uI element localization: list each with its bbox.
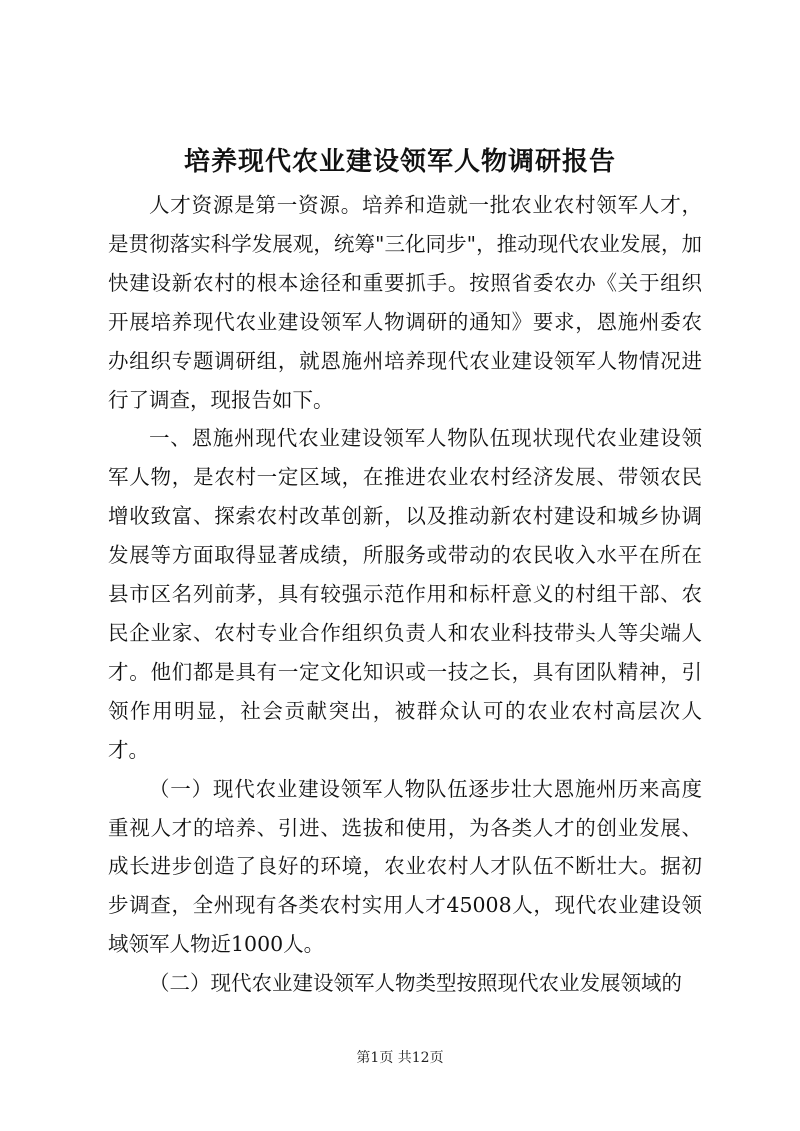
- document-body: [108, 186, 702, 1003]
- page-number-footer: 第1页 共12页: [356, 1050, 444, 1066]
- paragraph-section-one: 一、恩施州现代农业建设领军人物队伍现状现代农业建设领军人物，是农村一定区域，在推进农业农村经济发展、带领农民增收致富、探索农村改革创新，以及推动新农村建设和城乡协调发展等方面取得显著成绩，所服务或带动的农民收入水平在所在县市区名列前茅，具有较强示范作用和标杆意义的村组干部、农民企业家、农村专业合作组织负责人和农业科技带头人等尖端人才。他们都是具有一定文化知识或一技之长，具有团队精神，引领作用明显，社会贡献突出，被群众认可的农业农村高层次人才。: [108, 426, 702, 762]
- paragraph-subsection-one: （一）现代农业建设领军人物队伍逐步壮大恩施州历来高度重视人才的培养、引进、选拔和使用，为各类人才的创业发展、成长进步创造了良好的环境，农业农村人才队伍不断壮大。据初步调查，全州现有各类农村实用人才45008人，现代农业建设领域领军人物近1000人。: [108, 776, 702, 957]
- paragraph-intro: 人才资源是第一资源。培养和造就一批农业农村领军人才，是贯彻落实科学发展观，统筹"三化同步"，推动现代农业发展，加快建设新农村的根本途径和重要抓手。按照省委农办《关于组织开展培养现代农业建设领军人物调研的通知》要求，恩施州委农办组织专题调研组，就恩施州培养现代农业建设领军人物情况进行了调查，现报告如下。: [108, 193, 702, 412]
- paragraph-subsection-two: （二）现代农业建设领军人物类型按照现代农业发展领域的: [149, 971, 682, 996]
- document-title: 培养现代农业建设领军人物调研报告: [183, 147, 616, 177]
